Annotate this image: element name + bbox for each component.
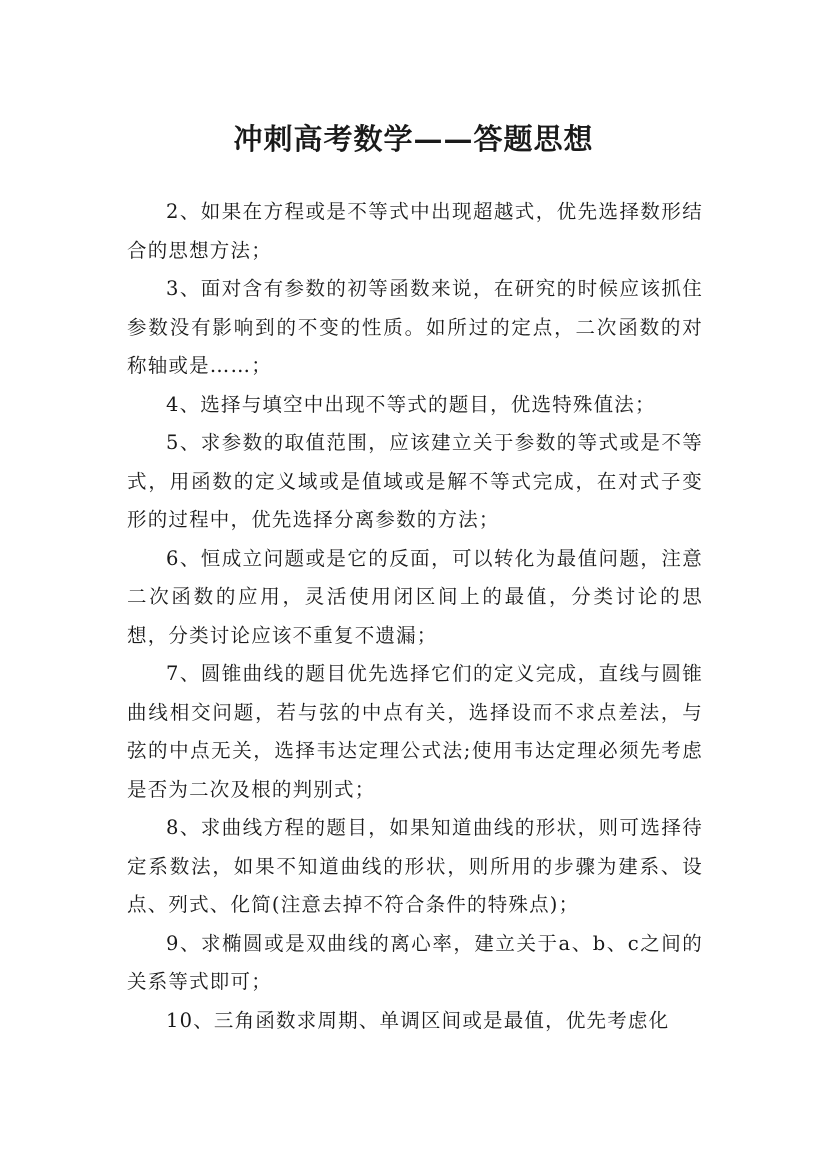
page-title: 冲刺高考数学——答题思想	[233, 122, 594, 157]
paragraph-item-7: 7、圆锥曲线的题目优先选择它们的定义完成，直线与圆锥曲线相交问题，若与弦的中点有关，选择设而不求点差法，与弦的中点无关，选择韦达定理公式法;使用韦达定理必须先考虑是否为二次及根的判别式；	[127, 662, 703, 801]
paragraph-item-9: 9、求椭圆或是双曲线的离心率，建立关于a、b、c之间的关系等式即可；	[127, 931, 703, 993]
document-body	[127, 193, 703, 1040]
paragraph-item-4: 4、选择与填空中出现不等式的题目，优选特殊值法；	[166, 392, 656, 416]
paragraph-item-5: 5、求参数的取值范围，应该建立关于参数的等式或是不等式，用函数的定义域或是值域或是解不等式完成，在对式子变形的过程中，优先选择分离参数的方法；	[127, 431, 703, 531]
paragraph-item-6: 6、恒成立问题或是它的反面，可以转化为最值问题，注意二次函数的应用，灵活使用闭区间上的最值，分类讨论的思想，分类讨论应该不重复不遗漏；	[127, 546, 703, 647]
paragraph-item-8: 8、求曲线方程的题目，如果知道曲线的形状，则可选择待定系数法，如果不知道曲线的形状，则所用的步骤为建系、设点、列式、化简(注意去掉不符合条件的特殊点)；	[127, 816, 703, 916]
paragraph-item-10: 10、三角函数求周期、单调区间或是最值，优先考虑化	[166, 1008, 670, 1032]
paragraph-item-3: 3、面对含有参数的初等函数来说，在研究的时候应该抓住参数没有影响到的不变的性质。如所过的定点，二次函数的对称轴或是……；	[127, 277, 703, 377]
paragraph-item-2: 2、如果在方程或是不等式中出现超越式，优先选择数形结合的思想方法；	[127, 200, 703, 262]
